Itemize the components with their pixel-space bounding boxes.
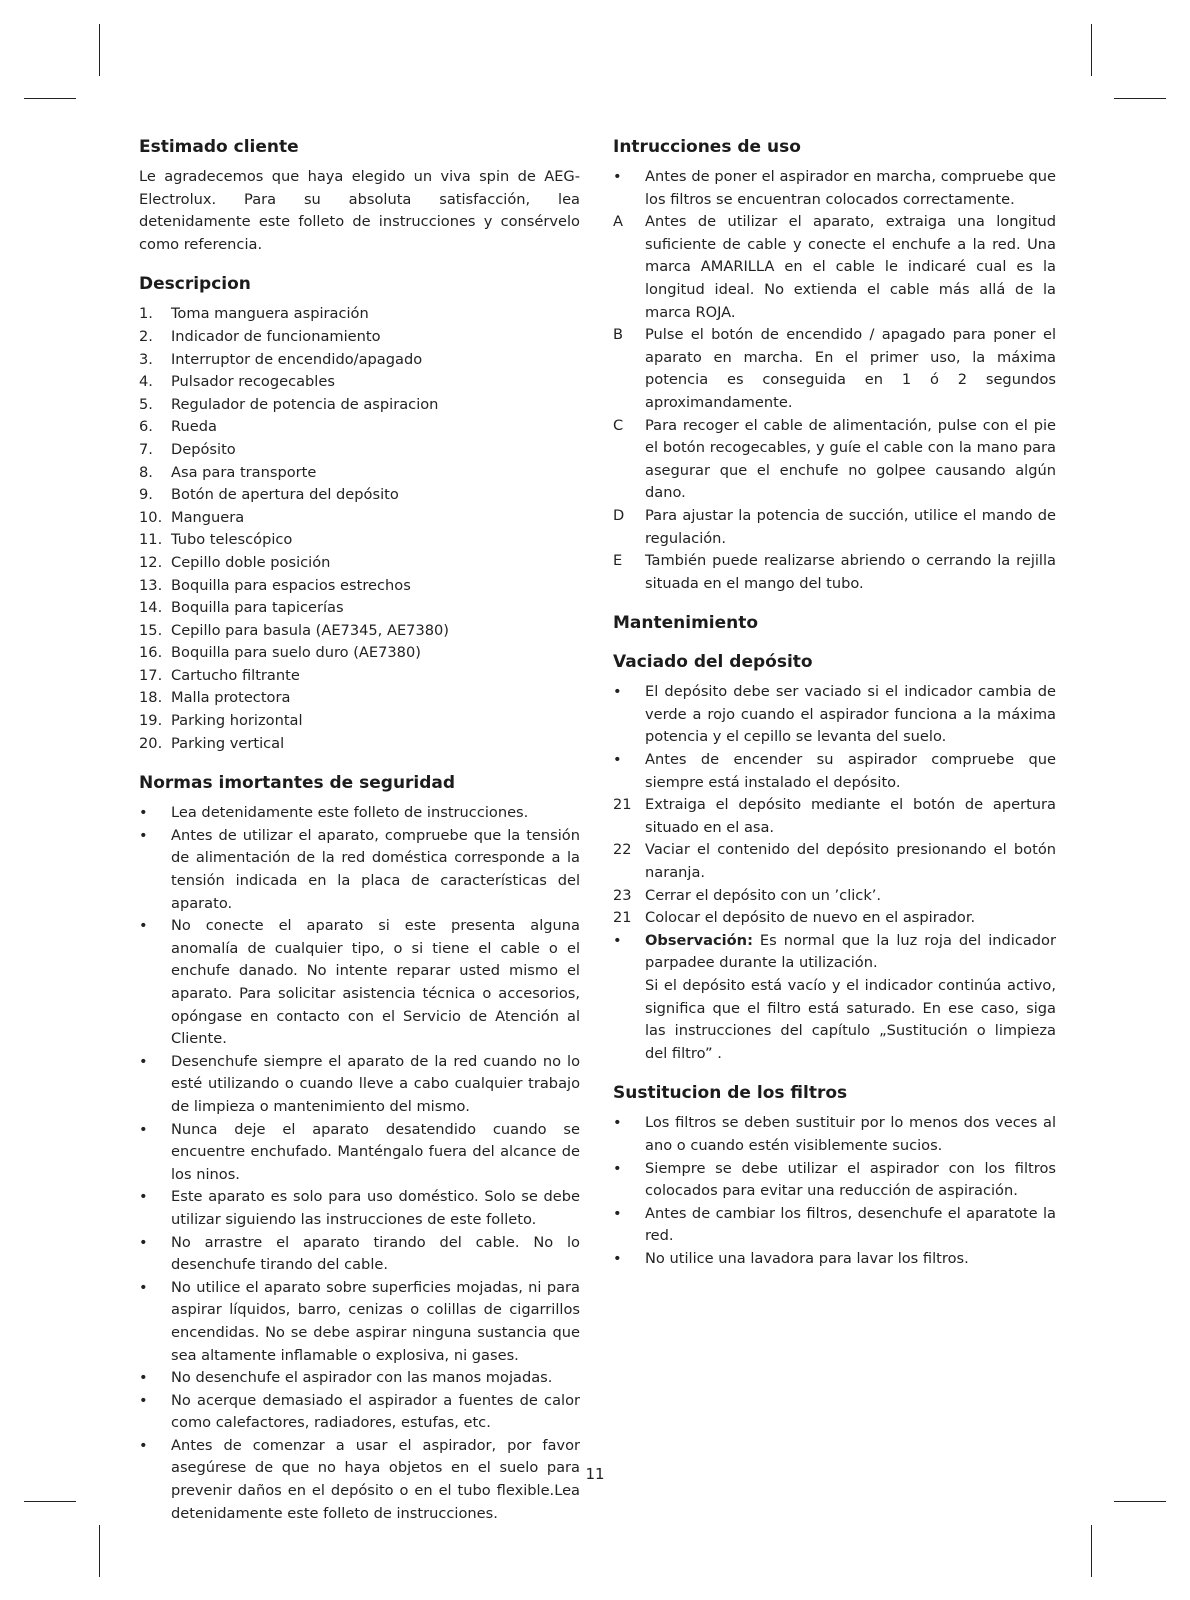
parts-list [139, 303, 580, 755]
list-item [139, 1186, 580, 1231]
list-item-text: Este aparato es solo para uso doméstico. Solo se debe utilizar siguiendo las instrucciones de este folleto. [171, 1188, 580, 1228]
right-column [613, 136, 1056, 1271]
list-marker: 21 [613, 796, 632, 814]
list-item [139, 687, 580, 710]
list-item [139, 1051, 580, 1119]
list-item [613, 794, 1056, 839]
list-item [139, 349, 580, 372]
list-item [139, 552, 580, 575]
list-item-text: Interruptor de encendido/apagado [171, 350, 423, 368]
list-item-text: Cepillo doble posición [171, 553, 331, 571]
usage-list [613, 166, 1056, 595]
list-item-text: Siempre se debe utilizar el aspirador con los filtros colocados para evitar una reducción de aspiración. [645, 1159, 1056, 1200]
crop-mark-top-left [99, 24, 100, 76]
heading-instrucciones-uso: Intrucciones de uso [613, 137, 801, 157]
list-item-text: No desenchufe el aspirador con las manos mojadas. [171, 1369, 553, 1387]
list-item-text: Malla protectora [171, 689, 291, 707]
list-item [139, 620, 580, 643]
list-marker: • [139, 1052, 148, 1070]
list-marker: • [613, 683, 622, 701]
list-item [139, 733, 580, 756]
list-marker: 15. [139, 621, 163, 639]
section-descripcion [139, 273, 580, 755]
list-marker: • [613, 168, 622, 185]
filters-list [613, 1112, 1056, 1270]
list-marker: 17. [139, 666, 163, 684]
list-marker: 11. [139, 531, 163, 549]
list-item [139, 597, 580, 620]
list-item [139, 394, 580, 417]
list-item-text: Antes de encender su aspirador compruebe que siempre está instalado el depósito. [645, 751, 1056, 791]
list-marker: 21 [613, 909, 632, 927]
list-item-text: Antes de cambiar los filtros, desenchufe el aparatote la red. [645, 1204, 1056, 1245]
list-marker: 7. [139, 440, 153, 458]
list-marker: • [139, 804, 148, 822]
note-continuation: Si el depósito está vacío y el indicador continúa activo, significa que el filtro está saturado. En ese caso, siga las instrucciones del capítulo „Sustitución o limpieza del filtro” . [645, 977, 1056, 1062]
list-item [613, 415, 1056, 505]
list-item [613, 1203, 1056, 1248]
left-column [139, 136, 580, 1525]
list-marker: 1. [139, 305, 153, 323]
list-item [139, 484, 580, 507]
section-instrucciones-uso [613, 136, 1056, 595]
list-marker: • [613, 1249, 622, 1267]
list-item [139, 529, 580, 552]
list-marker: • [613, 751, 622, 769]
list-item [613, 885, 1056, 908]
list-item-text: Extraiga el depósito mediante el botón de apertura situado en el asa. [645, 796, 1056, 836]
list-item-text: Tubo telescópico [171, 531, 293, 549]
list-marker: 18. [139, 689, 163, 707]
list-item [613, 839, 1056, 884]
list-item [139, 462, 580, 485]
list-marker: • [139, 1436, 148, 1454]
list-item [613, 550, 1056, 595]
page-number: 11 [585, 1465, 605, 1483]
list-item-text: Desenchufe siempre el aparato de la red cuando no lo esté utilizando o cuando lleve a cabo cualquier trabajo de limpieza o mantenimiento del mismo. [171, 1052, 580, 1115]
note-text [645, 930, 1056, 975]
list-item [613, 907, 1056, 930]
list-item [139, 825, 580, 915]
list-marker: C [613, 416, 624, 434]
heading-descripcion: Descripcion [139, 274, 251, 295]
list-marker: • [139, 917, 148, 935]
list-marker: 23 [613, 886, 632, 904]
list-item-text: Botón de apertura del depósito [171, 486, 399, 504]
list-item [613, 681, 1056, 749]
list-item-text: Cartucho filtrante [171, 666, 300, 684]
list-item [139, 371, 580, 394]
list-marker: • [139, 1369, 148, 1387]
section-mantenimiento [613, 612, 1056, 634]
crop-mark-left-bottom [24, 1501, 76, 1502]
list-item [139, 665, 580, 688]
crop-mark-left-top [24, 98, 76, 99]
heading-sustitucion-filtros: Sustitucion de los filtros [613, 1083, 848, 1104]
list-marker: A [613, 213, 623, 231]
list-item-text: Antes de comenzar a usar el aspirador, por favor asegúrese de que no haya objetos en el suelo para prevenir daños en el depósito o en el tubo flexible.Lea detenidamente este folleto de instrucciones. [171, 1436, 580, 1522]
list-item-text: Rueda [171, 418, 217, 436]
list-marker: 6. [139, 418, 153, 436]
list-item-text: Antes de poner el aspirador en marcha, compruebe que los filtros se encuentran colocados correctamente. [645, 168, 1056, 208]
section-sustitucion-filtros [613, 1082, 1056, 1270]
list-marker: E [613, 552, 623, 570]
list-item [139, 416, 580, 439]
crop-mark-right-bottom [1114, 1501, 1166, 1502]
note-label: Observación: [645, 931, 753, 949]
list-marker: • [139, 1188, 148, 1206]
note-continuation-row [613, 975, 1056, 1065]
list-item [139, 575, 580, 598]
list-marker: • [613, 1159, 622, 1177]
list-item-text: Antes de utilizar el aparato, extraiga una longitud suficiente de cable y conecte el enchufe a la red. Una marca AMARILLA en el cable le indicaré cual es la longitud ideal. No extienda el cable más allá de la marca ROJA. [645, 213, 1056, 321]
list-marker: 8. [139, 463, 153, 481]
list-item-text: Lea detenidamente este folleto de instrucciones. [171, 804, 529, 822]
list-item [139, 710, 580, 733]
list-item-text: Depósito [171, 440, 236, 458]
heading-vaciado-deposito: Vaciado del depósito [613, 652, 813, 673]
list-item [139, 1232, 580, 1277]
crop-mark-bottom-left [99, 1525, 100, 1577]
list-item [139, 507, 580, 530]
list-item-text: Antes de utilizar el aparato, compruebe que la tensión de alimentación de la red doméstica corresponde a la tensión indicada en la placa de características del aparato. [171, 826, 580, 912]
section-normas-seguridad [139, 772, 580, 1525]
list-marker: • [613, 1204, 622, 1222]
list-item [139, 1390, 580, 1435]
crop-mark-bottom-right [1091, 1525, 1092, 1577]
list-item-text: Regulador de potencia de aspiracion [171, 395, 439, 413]
heading-mantenimiento: Mantenimiento [613, 613, 759, 634]
section-vaciado-deposito [613, 651, 1056, 1065]
list-item-text: Cerrar el depósito con un ’click’. [645, 886, 882, 904]
list-marker: 20. [139, 734, 163, 752]
list-marker: 12. [139, 553, 163, 571]
list-marker: • [139, 826, 148, 844]
list-item-text: Toma manguera aspiración [171, 305, 369, 323]
bullet-marker: • [613, 931, 622, 949]
list-marker: 10. [139, 508, 163, 526]
list-item-text: No acerque demasiado el aspirador a fuentes de calor como calefactores, radiadores, estufas, etc. [171, 1391, 580, 1432]
list-item [139, 915, 580, 1051]
list-item-text: Para ajustar la potencia de succión, utilice el mando de regulación. [645, 506, 1056, 547]
list-item-text: No utilice una lavadora para lavar los filtros. [645, 1249, 969, 1267]
list-item [613, 324, 1056, 414]
list-item [139, 642, 580, 665]
list-marker: 9. [139, 486, 153, 504]
list-marker: D [613, 506, 625, 524]
list-item-text: Asa para transporte [171, 463, 317, 481]
list-item [613, 211, 1056, 324]
list-item-text: Pulse el botón de encendido / apagado para poner el aparato en marcha. En el primer uso, la máxima potencia es conseguida en 1 ó 2 segundos aproximandamente. [645, 326, 1056, 411]
heading-estimado-cliente: Estimado cliente [139, 137, 299, 157]
list-marker: 14. [139, 599, 163, 617]
list-marker: B [613, 326, 624, 344]
list-marker: • [139, 1233, 148, 1251]
list-marker: 4. [139, 373, 153, 391]
list-item [613, 1248, 1056, 1271]
list-item-text: Parking vertical [171, 734, 285, 752]
list-item-text: Los filtros se deben sustituir por lo menos dos veces al ano o cuando estén visiblemente sucios. [645, 1114, 1056, 1154]
list-item-text: También puede realizarse abriendo o cerrando la rejilla situada en el mango del tubo. [645, 552, 1056, 592]
list-item [613, 749, 1056, 794]
list-item [139, 802, 580, 825]
list-item-text: Manguera [171, 508, 245, 526]
heading-normas-seguridad: Normas imortantes de seguridad [139, 773, 456, 794]
list-item [139, 326, 580, 349]
list-item-text: Para recoger el cable de alimentación, pulse con el pie el botón recogecables, y guíe el cable con la mano para asegurar que el enchufe no golpee causando algún dano. [645, 416, 1056, 502]
list-item-text: No arrastre el aparato tirando del cable. No lo desenchufe tirando del cable. [171, 1233, 580, 1274]
list-marker: 19. [139, 712, 163, 730]
list-item-text: No conecte el aparato si este presenta alguna anomalía de cualquier tipo, o si tiene el cable o el enchufe danado. No intente reparar usted mismo el aparato. Para solicitar asistencia técnica o accesorios, opóngase en contacto con el Servicio de Atención al Cliente. [171, 917, 580, 1048]
intro-paragraph: Le agradecemos que haya elegido un viva spin de AEG-Electrolux. Para su absoluta satisfacción, lea detenidamente este folleto de instrucciones y consérvelo como referencia. [139, 168, 580, 253]
list-item-text: Cepillo para basula (AE7345, AE7380) [171, 621, 450, 639]
crop-mark-top-right [1091, 24, 1092, 76]
list-marker: • [139, 1120, 148, 1138]
list-marker: • [139, 1278, 148, 1296]
crop-mark-right-top [1114, 98, 1166, 99]
list-item-text: Boquilla para suelo duro (AE7380) [171, 644, 421, 662]
safety-list [139, 802, 580, 1525]
list-marker: 3. [139, 350, 153, 368]
list-item-text: Vaciar el contenido del depósito presionando el botón naranja. [645, 841, 1056, 882]
list-item-text: Colocar el depósito de nuevo en el aspirador. [645, 909, 976, 927]
list-marker: 22 [613, 841, 632, 859]
list-item [613, 1112, 1056, 1157]
list-item [613, 1158, 1056, 1203]
list-item [139, 1277, 580, 1367]
list-item-text: Boquilla para tapicerías [171, 599, 344, 617]
list-item [139, 1119, 580, 1187]
list-marker: 2. [139, 327, 153, 345]
list-item [613, 505, 1056, 550]
section-estimado-cliente [139, 136, 580, 256]
list-item [139, 1367, 580, 1390]
list-marker: 13. [139, 576, 163, 594]
list-item-note [613, 930, 1056, 975]
list-marker: 5. [139, 395, 153, 413]
list-item-text: Pulsador recogecables [171, 373, 335, 391]
list-marker: 16. [139, 644, 163, 662]
list-item [139, 439, 580, 462]
list-item [613, 166, 1056, 211]
list-item-text: No utilice el aparato sobre superficies mojadas, ni para aspirar líquidos, barro, cenizas o colillas de cigarrillos encendidas. No se debe aspirar ninguna sustancia que sea altamente inflamable o explosiva, ni gases. [171, 1278, 580, 1364]
list-item-text: Nunca deje el aparato desatendido cuando se encuentre enchufado. Manténgalo fuera del alcance de los ninos. [171, 1120, 580, 1183]
list-item-text: Indicador de funcionamiento [171, 327, 381, 345]
emptying-list [613, 681, 1056, 930]
list-marker: • [139, 1391, 148, 1409]
list-item-text: El depósito debe ser vaciado si el indicador cambia de verde a rojo cuando el aspirador funciona a la máxima potencia y el cepillo se levanta del suelo. [645, 683, 1056, 746]
list-marker: • [613, 1114, 622, 1132]
note-body: Es normal que la luz roja del indicador parpadee durante la utilización. [645, 931, 1056, 972]
list-item-text: Boquilla para espacios estrechos [171, 576, 411, 594]
list-item-text: Parking horizontal [171, 712, 303, 730]
list-item [139, 303, 580, 326]
